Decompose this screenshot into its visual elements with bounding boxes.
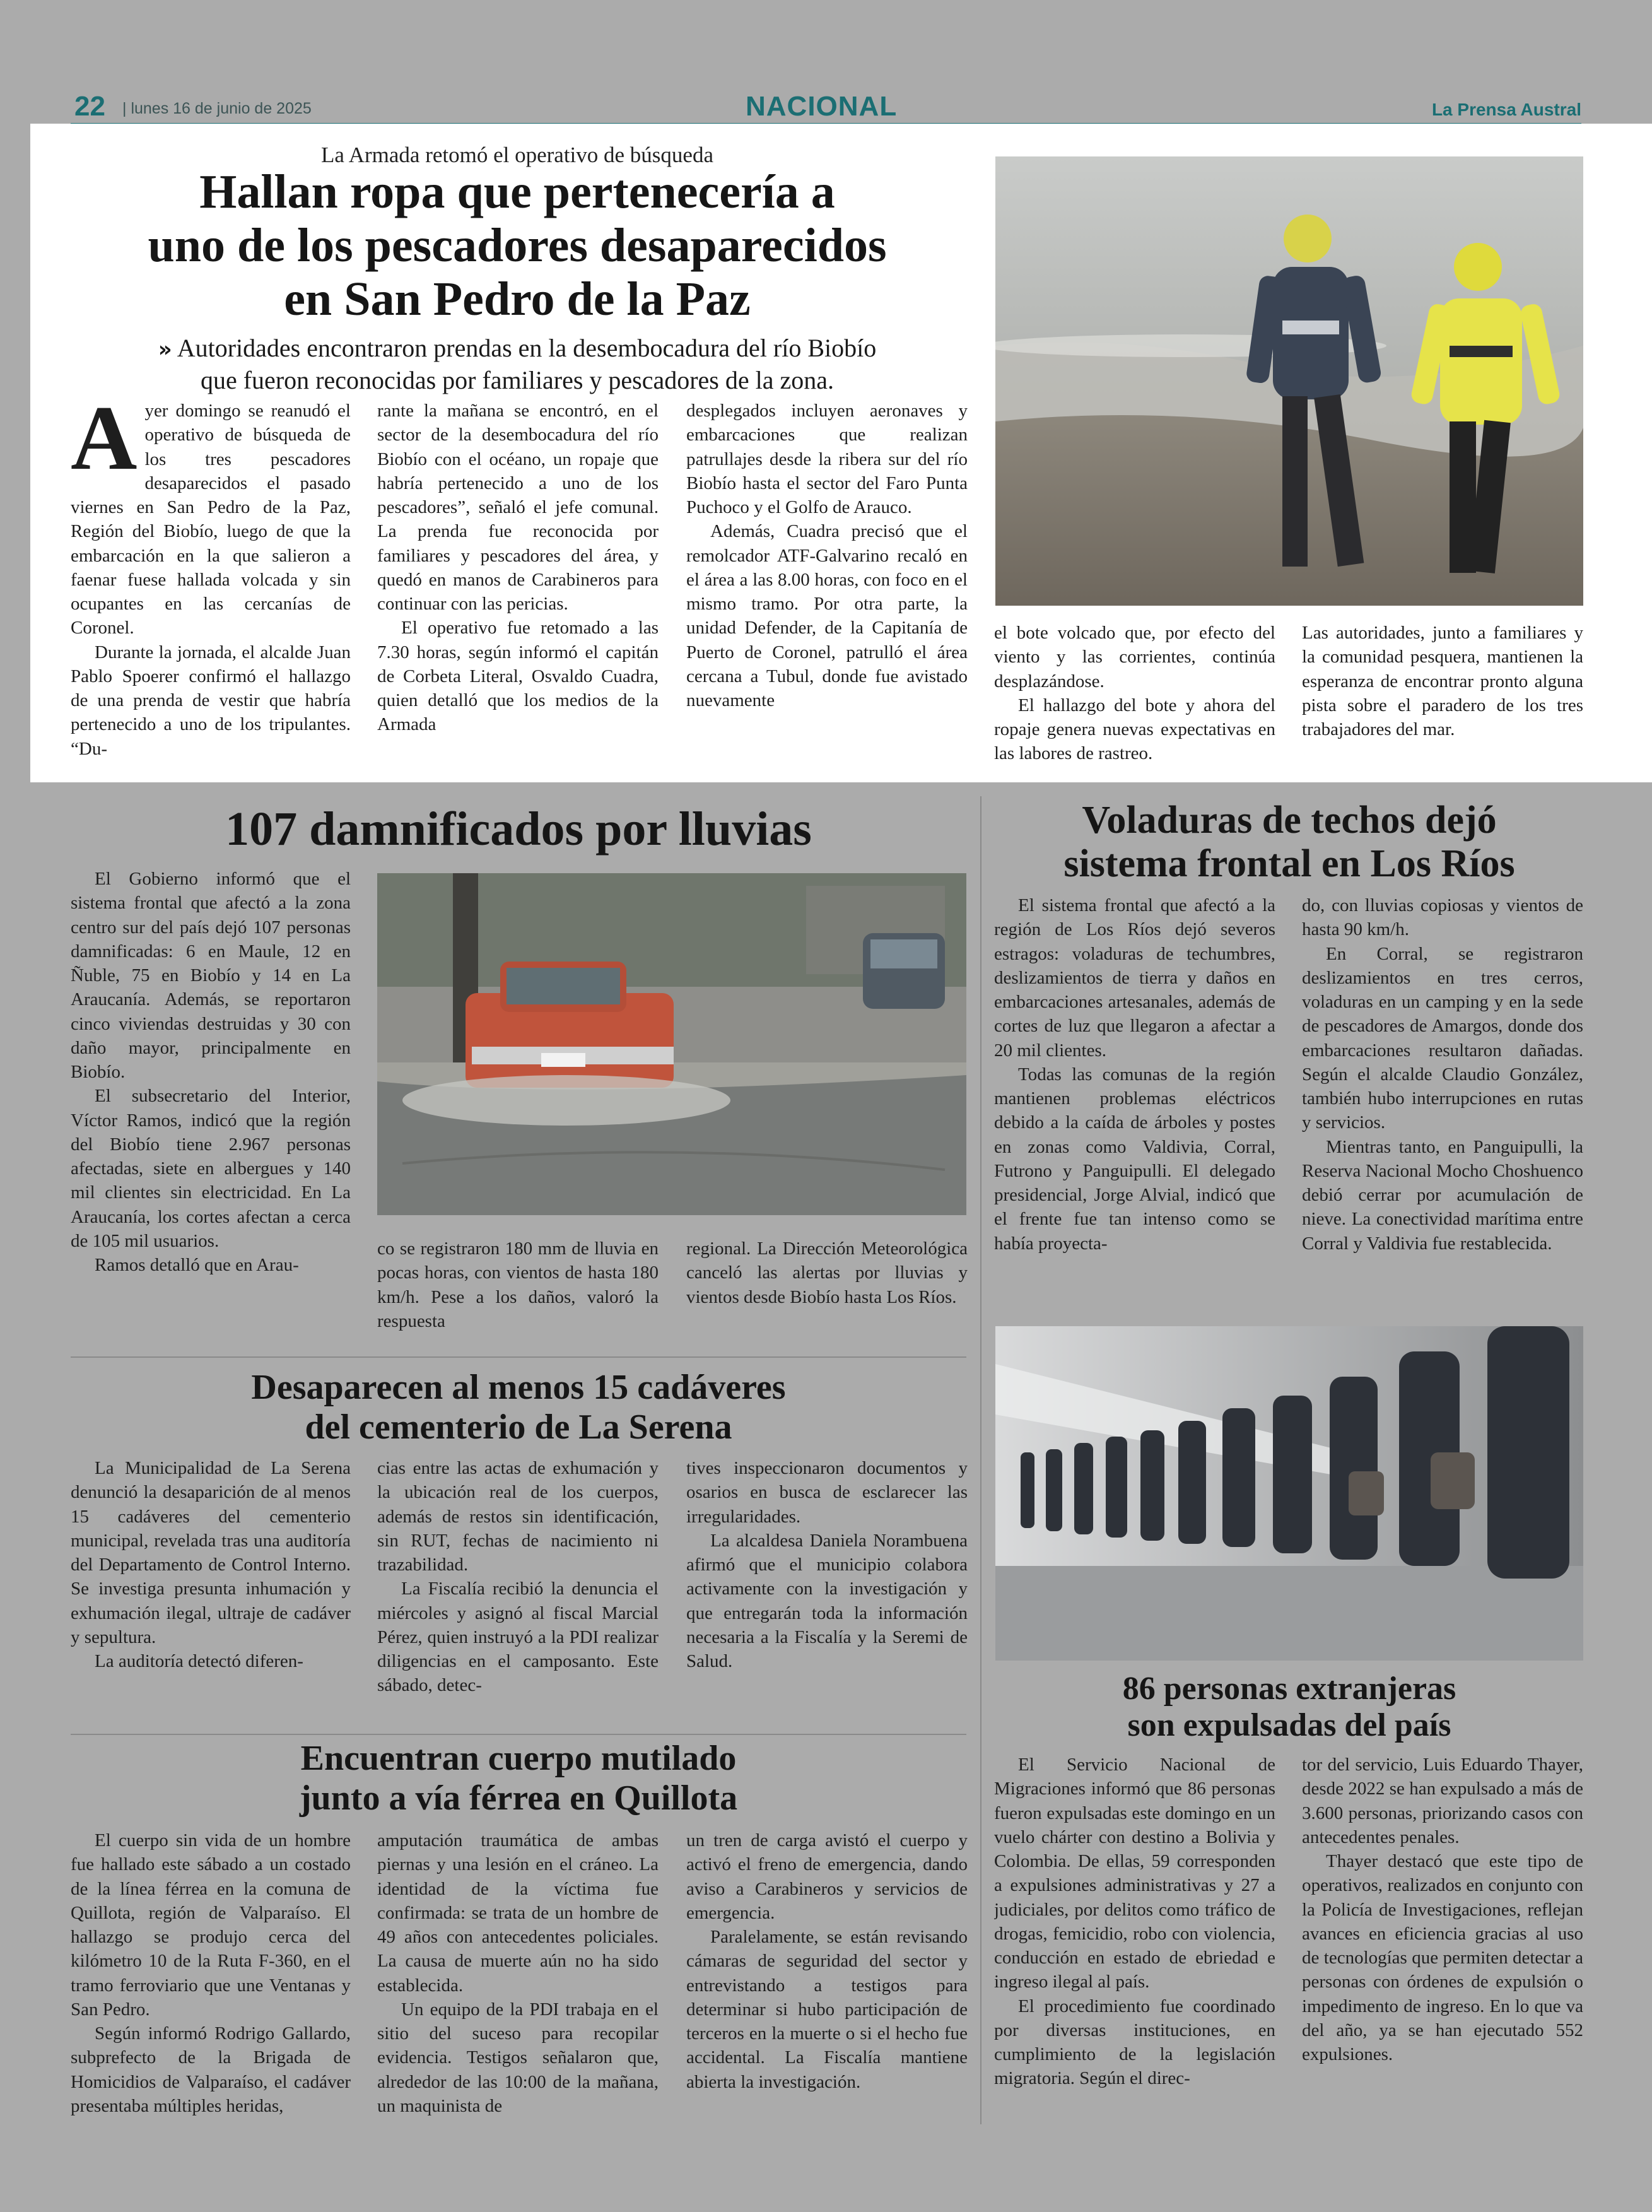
article6-column-2 <box>1302 1753 1583 2128</box>
deck-line: que fueron reconocidas por familiares y pescadores de la zona. <box>200 366 834 395</box>
article5-column-2 <box>377 1828 659 2131</box>
page-header <box>71 88 1581 126</box>
deck-line <box>69 332 965 364</box>
paragraph: El subsecretario del Interior, Víctor Ramos, indicó que la región del Biobío tiene 2.967 personas afectadas, siete en albergues y 140 mil clientes sin electricidad. En La Araucanía, los cortes afectan a cerca de 105 mil usuarios. <box>71 1086 351 1251</box>
paragraph: El hallazgo del bote y ahora del ropaje genera nuevas expectativas en las labores de rastreo. <box>994 695 1275 764</box>
headline-line: Desaparecen al menos 15 cadáveres <box>251 1368 786 1407</box>
paragraph: do, con lluvias copiosas y vientos de hasta 90 km/h. <box>1302 895 1583 940</box>
section-divider <box>71 1734 966 1735</box>
headline-line: son expulsadas del país <box>1127 1707 1451 1744</box>
paragraph: Además, Cuadra precisó que el remolcador ATF-Galvarino recaló en el área a las 8.00 horas, con foco en el mismo tramo. Por otra parte, la unidad Defender, de la Capitanía de Puerto de Coronel, patrulló el área cercana a Tubul, donde fue avistado nuevamente <box>686 521 968 711</box>
flood-photo-image <box>377 873 966 1215</box>
article3-column-1 <box>994 893 1275 1291</box>
article1-column-5 <box>1302 621 1583 772</box>
paragraph: Thayer destacó que este tipo de operativos, realizados en conjunto con la Policía de Investigaciones, reflejan avances en eficiencia gracias al uso de tecnologías que permiten detectar a personas con órdenes de expulsión o impedimento de ingreso. En lo que va del año, ya se han ejecutado 552 expulsiones. <box>1302 1851 1583 2065</box>
article4-headline <box>71 1368 966 1447</box>
paragraph: Mientras tanto, en Panguipulli, la Reserva Nacional Mocho Choshuenco debió cerrar por acumulación de nieve. La conectividad marítima entre Corral y Valdivia fue restablecida. <box>1302 1136 1583 1254</box>
headline-line: junto a vía férrea en Quillota <box>299 1778 738 1818</box>
paragraph: El cuerpo sin vida de un hombre fue hallado este sábado a un costado de la línea férrea en la comuna de Quillota, región de Valparaíso. El hallazgo se produjo cerca del kilómetro 10 de la Ruta F-360, en el tramo ferroviario que une Ventanas y San Pedro. <box>71 1830 351 2020</box>
paragraph: El Gobierno informó que el sistema frontal que afectó a la zona centro sur del país dejó 107 personas damnificadas: 6 en Maule, 12 en Ñuble, 75 en Biobío y 14 en La Araucanía. Además, se reportaron cinco viviendas destruidas y 30 con daño mayor, principalmente en Biobío. <box>71 869 351 1083</box>
section-divider <box>71 1356 966 1358</box>
paragraph: desplegados incluyen aeronaves y embarcaciones que realizan patrullajes desde la ribera sur del río Biobío hasta el sector del Faro Punta Puchoco y el Golfo de Arauco. <box>686 401 968 518</box>
article1-column-4 <box>994 621 1275 772</box>
headline-line: Voladuras de techos dejó <box>1082 799 1497 842</box>
paragraph: Según informó Rodrigo Gallardo, subprefecto de la Brigada de Homicidios de Valparaíso, el cadáver presentaba múltiples heridas, <box>71 2023 351 2116</box>
paragraph: La Municipalidad de La Serena denunció la desaparición de al menos 15 cadáveres del cementerio municipal, revelada tras una auditoría del Departamento de Control Interno. Se investiga presunta inhumación y exhumación ilegal, ultraje de cadáver y sepultura. <box>71 1458 351 1647</box>
page-number: 22 <box>74 91 105 122</box>
headline-line: Hallan ropa que pertenecería a <box>199 165 835 218</box>
article2-column-3 <box>686 1237 968 1344</box>
article4-column-2 <box>377 1456 659 1721</box>
headline-line: en San Pedro de la Paz <box>284 273 751 326</box>
article1-column-3 <box>686 399 968 771</box>
headline-line: Encuentran cuerpo mutilado <box>300 1739 737 1778</box>
article1-deck <box>69 332 965 396</box>
paragraph: El operativo fue retomado a las 7.30 horas, según informó el capitán de Corbeta Literal, Osvaldo Cuadra, quien detalló que los medios de la Armada <box>377 618 659 735</box>
paragraph-text: yer domingo se reanudó el operativo de búsqueda de los tres pescadores desaparecidos el pasado viernes en San Pedro de la Paz, Región del Biobío, luego de que la embarcación en la que salieron a faenar fuese hallada volcada y sin ocupantes en las cercanías de Coronel. <box>71 401 351 638</box>
paragraph: cias entre las actas de exhumación y la ubicación real de los cuerpos, además de restos sin identificación, sin RUT, fechas de nacimiento ni trazabilidad. <box>377 1458 659 1575</box>
article6-column-1 <box>994 1753 1275 2128</box>
paragraph: Un equipo de la PDI trabaja en el sitio del suceso para recopilar evidencia. Testigos señalaron que, alrededor de las 10:00 de la mañana, un maquinista de <box>377 1999 659 2116</box>
paragraph: Durante la jornada, el alcalde Juan Pablo Spoerer confirmó el hallazgo de una prenda de vestir que habría pertenecido a uno de los tripulantes. “Du- <box>71 642 351 759</box>
page-date: | lunes 16 de junio de 2025 <box>122 100 312 117</box>
paragraph: Ramos detalló que en Arau- <box>95 1255 299 1276</box>
paragraph: tor del servicio, Luis Eduardo Thayer, desde 2022 se han expulsado a más de 3.600 personas, priorizando casos con antecedentes penales. <box>1302 1755 1583 1847</box>
headline-line: uno de los pescadores desaparecidos <box>148 219 887 273</box>
paragraph: amputación traumática de ambas piernas y una lesión en el cráneo. La identidad de la víctima fue confirmada: se trata de un hombre de 49 años con antecedentes policiales. La causa de muerte aún no ha sido establecida. <box>377 1830 659 1996</box>
article2-column-2 <box>377 1237 659 1344</box>
paragraph: El procedimiento fue coordinado por diversas instituciones, en cumplimiento de la legislación migratoria. Según el direc- <box>994 1996 1275 2089</box>
column-divider <box>980 796 981 2124</box>
article1-headline <box>69 165 965 326</box>
article4-column-1 <box>71 1456 351 1721</box>
article3-headline <box>995 799 1583 886</box>
article4-column-3 <box>686 1456 968 1721</box>
headline-line: 86 personas extranjeras <box>1122 1671 1456 1707</box>
paragraph: La Fiscalía recibió la denuncia el miércoles y asignó al fiscal Marcial Pérez, quien instruyó a la PDI realizar diligencias en el camposanto. Este sábado, detec- <box>377 1579 659 1696</box>
article1-kicker: La Armada retomó el operativo de búsqueda <box>320 143 713 167</box>
paragraph: Paralelamente, se están revisando cámaras de seguridad del sector y entrevistando a testigos para determinar si hubo participación de terceros en la muerte o si el hecho fue accidental. La Fiscalía mantiene abierta la investigación. <box>686 1927 968 2092</box>
paragraph: En Corral, se registraron deslizamientos en tres cerros, voladuras en un camping y en la sede de pescadores de Amargos, donde dos embarcaciones resultaron dañadas. Según el alcalde Claudio González, también hubo interrupciones en rutas y servicios. <box>1302 943 1583 1133</box>
paragraph: La alcaldesa Daniela Norambuena afirmó que el municipio colabora activamente con la investigación y que entregarán toda la información necesaria a la Fiscalía y la Seremi de Salud. <box>686 1530 968 1672</box>
paragraph: el bote volcado que, por efecto del viento y las corrientes, continúa desplazándose. <box>994 623 1275 691</box>
article5-column-3 <box>686 1828 968 2131</box>
photo-deportees-line <box>995 1326 1583 1661</box>
photo-flooded-street <box>377 873 966 1215</box>
double-chevron-right-icon: » <box>158 337 172 362</box>
article5-column-1 <box>71 1828 351 2131</box>
article1-column-2 <box>377 399 659 771</box>
beach-photo-image <box>995 156 1583 606</box>
paragraph: un tren de carga avistó el cuerpo y activó el freno de emergencia, dando aviso a Carabineros y servicios de emergencia. <box>686 1830 968 1923</box>
paragraph: El sistema frontal que afectó a la región de Los Ríos dejó severos estragos: voladuras de techumbres, deslizamientos de tierra y daños en embarcaciones artesanales, además de cortes de luz que llegaron a afectar a 20 mil clientes. <box>994 895 1275 1061</box>
deportees-photo-image <box>995 1326 1583 1661</box>
article5-headline <box>71 1739 966 1818</box>
publication-name: La Prensa Austral <box>1431 100 1581 119</box>
paragraph: co se registraron 180 mm de lluvia en pocas horas, con vientos de hasta 180 km/h. Pese a los daños, valoró la respuesta <box>377 1238 659 1331</box>
paragraph: regional. La Dirección Meteorológica canceló las alertas por lluvias y vientos desde Biobío hasta Los Ríos. <box>686 1238 968 1307</box>
headline-line: del cementerio de La Serena <box>305 1407 732 1447</box>
article2-column-1 <box>71 867 351 1344</box>
drop-cap: A <box>71 399 138 489</box>
article3-column-2 <box>1302 893 1583 1291</box>
article2-headline: 107 damnificados por lluvias <box>225 803 812 856</box>
paragraph: Todas las comunas de la región mantienen problemas eléctricos debido a la caída de árboles y postes en zonas como Valdivia, Corral, Futrono y Panguipulli. El delegado presidencial, Jorge Alvial, indicó que el frente fue tan intenso como se había proyecta- <box>994 1064 1275 1254</box>
paragraph: El Servicio Nacional de Migraciones informó que 86 personas fueron expulsadas este domingo en un vuelo chárter con destino a Bolivia y Colombia. De ellas, 59 corresponden a expulsiones administrativas y 27 a judiciales, por delitos como tráfico de drogas, femicidio, robo con violencia, conducción en estado de ebriedad e ingreso ilegal al país. <box>994 1755 1275 1992</box>
paragraph: rante la mañana se encontró, en el sector de la desembocadura del río Biobío con el océano, un ropaje que habría pertenecido a uno de los pescadores”, señaló el jefe comunal. La prenda fue reconocida por familiares y pescadores del área, y quedó en manos de Carabineros para continuar con las pericias. <box>377 401 659 615</box>
paragraph <box>71 399 351 640</box>
section-name: NACIONAL <box>746 91 898 122</box>
article6-headline <box>995 1671 1583 1744</box>
deck-text: Autoridades encontraron prendas en la desembocadura del río Biobío <box>177 334 877 362</box>
photo-rescuers-beach <box>995 156 1583 606</box>
headline-line: sistema frontal en Los Ríos <box>1063 842 1515 886</box>
paragraph: tives inspeccionaron documentos y osarios en busca de esclarecer las irregularidades. <box>686 1458 968 1527</box>
paragraph: La auditoría detectó diferen- <box>95 1651 303 1672</box>
article1-column-1 <box>71 399 351 771</box>
paragraph: Las autoridades, junto a familiares y la comunidad pesquera, mantienen la esperanza de encontrar pronto alguna pista sobre el paradero de los tres trabajadores del mar. <box>1302 623 1583 740</box>
